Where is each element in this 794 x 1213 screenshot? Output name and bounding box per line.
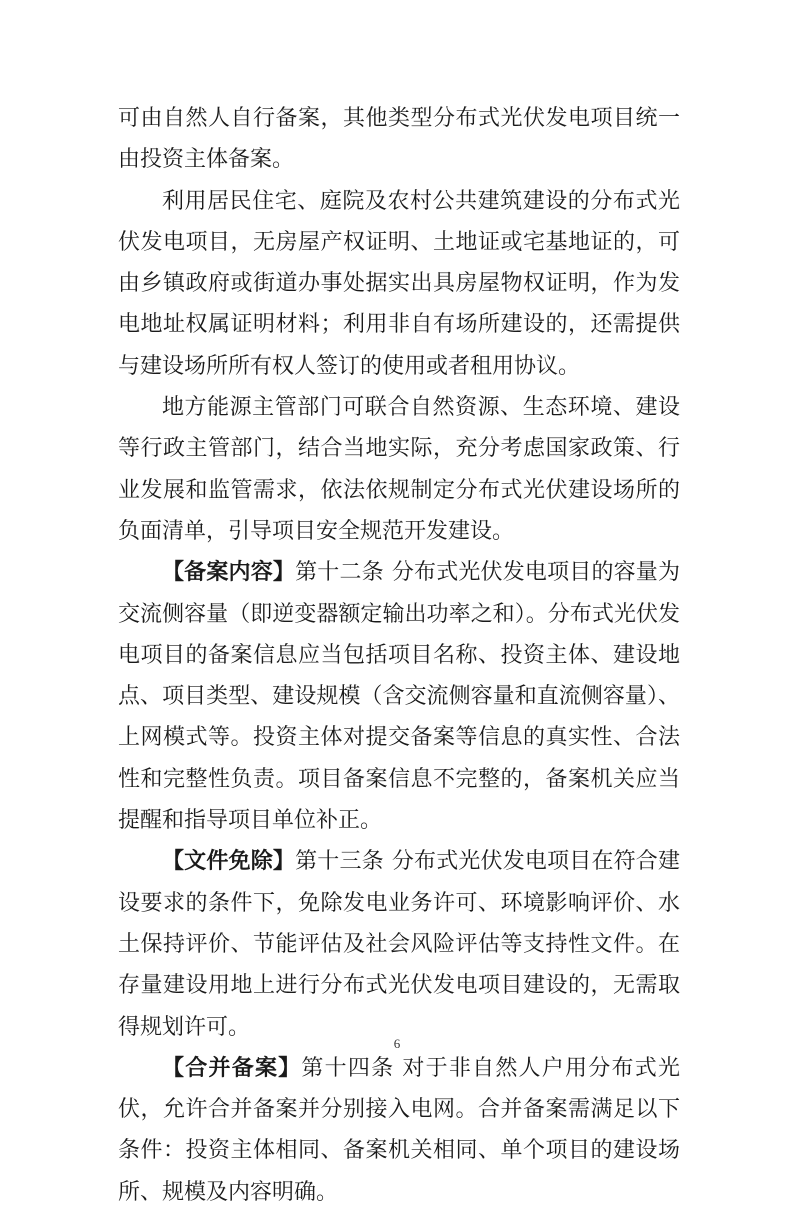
paragraph-3-text: 地方能源主管部门可联合自然资源、生态环境、建设等行政主管部门，结合当地实际，充分考虑国家政策、行业发展和监管需求，依法依规制定分布式光伏建设场所的负面清单，引导项目安全规范开发建设。 (118, 395, 680, 544)
paragraph-article-12 (118, 552, 680, 841)
page-number: 6 (393, 1036, 401, 1051)
article-12-text: 分布式光伏发电项目的容量为交流侧容量（即逆变器额定输出功率之和）。分布式光伏发电项目的备案信息应当包括项目名称、投资主体、建设地点、项目类型、建设规模（含交流侧容量和直流侧容量）、上网模式等。投资主体对提交备案等信息的真实性、合法性和完整性负责。项目备案信息不完整的，备案机关应当提醒和指导项目单位补正。 (118, 560, 680, 834)
paragraph-2 (118, 181, 680, 387)
paragraph-1 (118, 98, 680, 181)
paragraph-3 (118, 387, 680, 552)
paragraph-article-13 (118, 841, 680, 1047)
article-14-text: 对于非自然人户用分布式光伏，允许合并备案并分别接入电网。合并备案需满足以下条件：投资主体相同、备案机关相同、单个项目的建设场所、规模及内容明确。 (118, 1055, 680, 1205)
section-heading-filing-content: 【备案内容】 (162, 559, 296, 586)
section-heading-document-exemption: 【文件免除】 (162, 848, 296, 875)
article-number-14: 第十四条 (301, 1055, 395, 1081)
paragraph-2-text: 利用居民住宅、庭院及农村公共建筑建设的分布式光伏发电项目，无房屋产权证明、土地证或宅基地证的，可由乡镇政府或街道办事处据实出具房屋物权证明，作为发电地址权属证明材料；利用非自有场所建设的，还需提供与建设场所所有权人签订的使用或者租用协议。 (118, 188, 680, 379)
paragraph-1-text: 可由自然人自行备案，其他类型分布式光伏发电项目统一由投资主体备案。 (118, 106, 680, 173)
article-number-13: 第十三条 (295, 849, 384, 875)
article-number-12: 第十二条 (295, 560, 384, 586)
article-13-text: 分布式光伏发电项目在符合建设要求的条件下，免除发电业务许可、环境影响评价、水土保持评价、节能评估及社会风险评估等支持性文件。在存量建设用地上进行分布式光伏发电项目建设的，无需取得规划许可。 (118, 849, 680, 1040)
paragraph-article-14 (118, 1048, 680, 1213)
section-heading-combined-filing: 【合并备案】 (162, 1054, 302, 1081)
